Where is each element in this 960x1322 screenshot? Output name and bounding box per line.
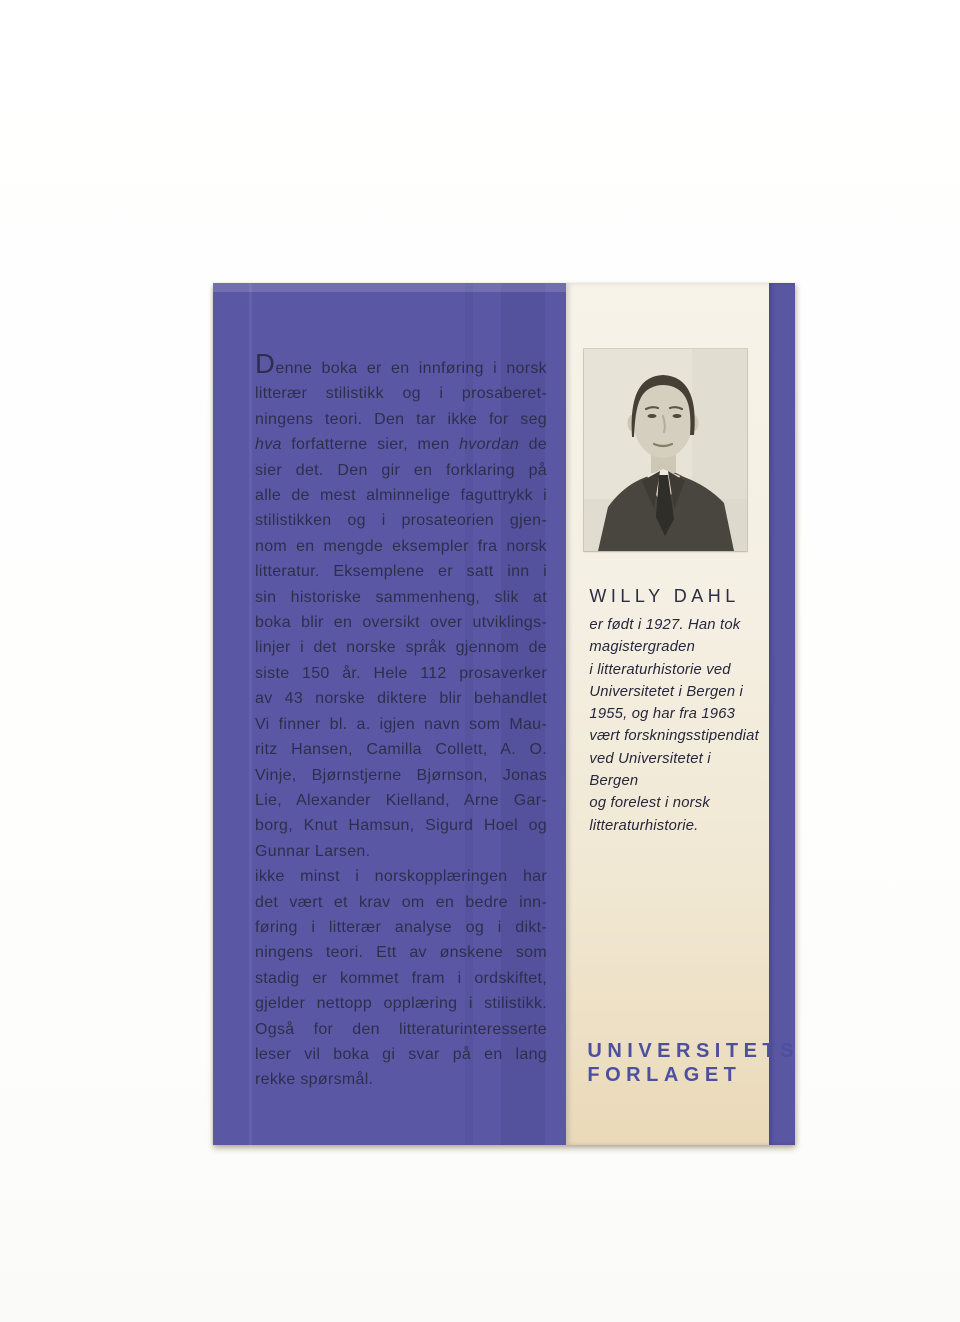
blurb-line: ritz Hansen, Camilla Collett, A. O.: [255, 741, 547, 759]
blurb-line: sin historiske sammenheng, slik at: [255, 588, 547, 606]
blurb-line: hva forfatterne sier, men hvordan de: [255, 436, 547, 454]
book-blurb: [255, 348, 547, 1093]
bio-line: magistergraden: [589, 639, 696, 656]
blurb-line: Lie, Alexander Kielland, Arne Gar-: [255, 791, 547, 809]
bio-line: litteraturhistorie.: [589, 817, 699, 834]
publisher-wordmark: [587, 1040, 799, 1087]
blurb-line: gjelder nettopp opplæring i stilistikk.: [255, 995, 547, 1013]
crease-overlay: [249, 283, 252, 1145]
blurb-line: ningens teori. Den tar ikke for seg: [255, 410, 547, 428]
blurb-line: Gunnar Larsen.: [255, 842, 371, 860]
blurb-line: litterær stilistikk og i prosaberet-: [255, 385, 547, 403]
top-light-edge: [213, 283, 566, 292]
publisher-line-1: UNIVERSITETS: [587, 1040, 799, 1062]
blurb-line: føring i litterær analyse og i dikt-: [255, 918, 547, 936]
blurb-line: rekke spørsmål.: [255, 1071, 374, 1089]
blurb-line: av 43 norske diktere blir behandlet: [255, 690, 547, 708]
blurb-line: nom en mengde eksempler fra norsk: [255, 537, 547, 555]
bio-line: i litteraturhistorie ved: [589, 661, 731, 678]
publisher-line-2: FORLAGET: [587, 1063, 742, 1086]
bio-line: er født i 1927. Han tok: [589, 617, 741, 633]
blurb-line: linjer i det norske språk gjennom de: [255, 639, 547, 657]
bio-line: 1955, og har fra 1963: [589, 706, 736, 723]
blurb-line: stadig er kommet fram i ordskiftet,: [255, 969, 547, 987]
author-portrait: [584, 349, 747, 551]
author-panel: [566, 283, 799, 1145]
initial-capital: D: [255, 348, 276, 379]
blurb-panel: [213, 283, 566, 1145]
blurb-line: borg, Knut Hamsun, Sigurd Hoel og: [255, 817, 547, 835]
author-name: WILLY DAHL: [589, 586, 740, 606]
bio-line: ved Universitetet i Bergen: [589, 750, 711, 790]
blurb-line: boka blir en oversikt over utviklings-: [255, 614, 547, 632]
blurb-line: stilistikken og i prosateorien gjen-: [255, 512, 547, 530]
spine-fold-strip: [769, 283, 795, 1145]
blurb-line: Denne boka er en innføring i norsk: [255, 348, 547, 379]
blurb-line: Også for den litteraturinteresserte: [255, 1020, 547, 1038]
book-back-cover: [213, 283, 799, 1145]
portrait-illustration: [584, 349, 747, 551]
blurb-line: ningens teori. Ett av ønskene som: [255, 944, 547, 962]
blurb-line: ikke minst i norskopplæringen har: [255, 868, 547, 886]
bio-line: og forelest i norsk: [589, 795, 710, 812]
blurb-line: leser vil boka gi svar på en lang: [255, 1045, 547, 1063]
blurb-line: litteratur. Eksemplene er satt inn i: [255, 563, 547, 581]
bio-line: vært forskningsstipendiat: [589, 728, 759, 745]
blurb-line: sier det. Den gir en forklaring på: [255, 461, 547, 479]
blurb-line: Vinje, Bjørnstjerne Bjørnson, Jonas: [255, 766, 547, 784]
bio-line: Universitetet i Bergen i: [589, 683, 744, 700]
blurb-line: Vi finner bl. a. igjen navn som Mau-: [255, 715, 547, 733]
blurb-line: siste 150 år. Hele 112 prosaverker: [255, 664, 547, 682]
blurb-line: alle de mest alminnelige faguttrykk i: [255, 487, 547, 505]
author-bio: [589, 614, 763, 837]
blurb-line: det vært et krav om en bedre inn-: [255, 893, 547, 911]
